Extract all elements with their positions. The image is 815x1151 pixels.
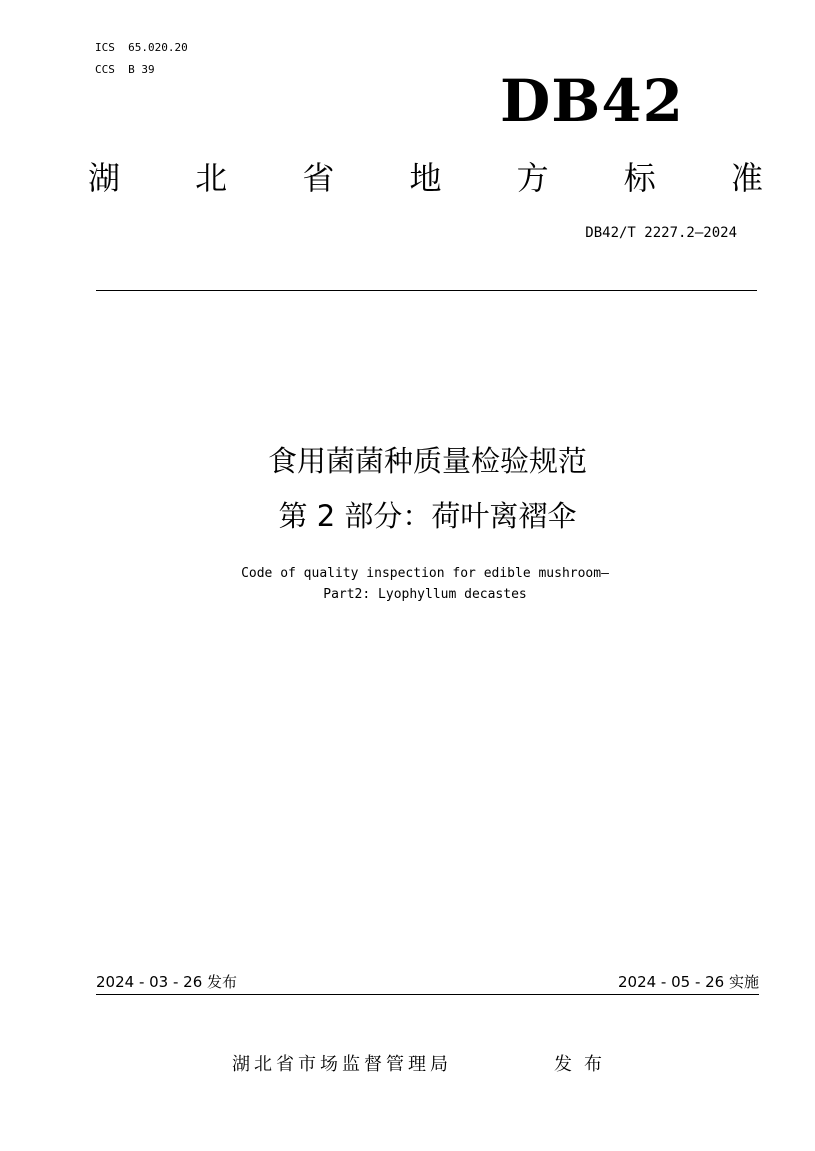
- ccs-code: CCS B 39: [95, 63, 155, 76]
- title-english-line-2: Part2: Lyophyllum decastes: [323, 587, 527, 602]
- standard-type-char: 标: [623, 159, 656, 197]
- standard-type-char: 方: [516, 159, 549, 197]
- issuing-authority: 湖北省市场监督管理局: [232, 1054, 452, 1075]
- standard-type-char: 准: [730, 159, 763, 197]
- standard-number: DB42/T 2227.2—2024: [585, 225, 737, 241]
- standard-type-char: 省: [302, 159, 335, 197]
- standard-type-char: 湖: [88, 159, 121, 197]
- issued-label: 发布: [554, 1054, 614, 1075]
- footer-divider: [96, 994, 759, 995]
- db42-logo: DB42: [500, 67, 685, 135]
- title-chinese-line-1: 食用菌菌种质量检验规范: [267, 444, 587, 478]
- standard-type-heading: [88, 156, 763, 200]
- issue-date: 2024 - 03 - 26 发布: [96, 973, 238, 991]
- header-divider: [96, 290, 757, 291]
- implementation-date: 2024 - 05 - 26 实施: [617, 973, 759, 991]
- title-english-line-1: Code of quality inspection for edible mushroom—: [241, 566, 609, 581]
- standard-type-char: 地: [409, 159, 442, 197]
- ics-code: ICS 65.020.20: [95, 41, 188, 54]
- standard-type-char: 北: [195, 159, 228, 197]
- title-chinese-line-2: 第 2 部分：荷叶离褶伞: [278, 499, 577, 533]
